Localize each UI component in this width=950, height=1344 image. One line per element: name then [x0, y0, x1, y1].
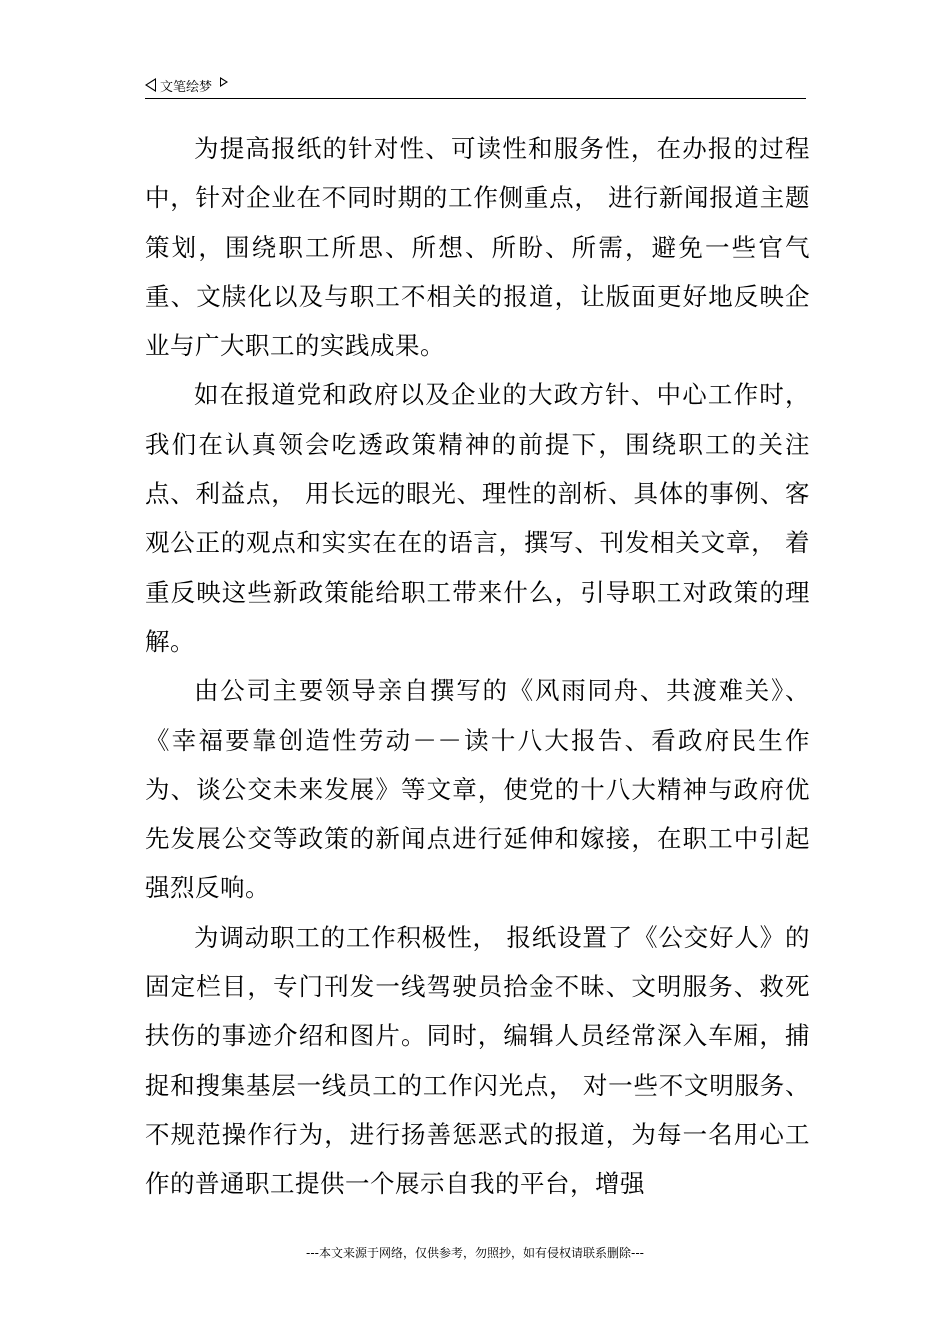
left-triangle-icon [145, 78, 156, 92]
paragraph-3: 由公司主要领导亲自撰写的《风雨同舟、共渡难关》、《幸福要靠创造性劳动－－读十八大报告、看政府民生作为、谈公交未来发展》等文章，使党的十八大精神与政府优先发展公交等政策的新闻点进行延伸和嫁接，在职工中引起强烈反响。 [145, 676, 810, 903]
page-header [145, 74, 806, 99]
paragraph-4: 为调动职工的工作积极性， 报纸设置了《公交好人》的固定栏目，专门刊发一线驾驶员拾金不昧、文明服务、救死扶伤的事迹介绍和图片。同时，编辑人员经常深入车厢，捕捉和搜集基层一线员工的工作闪光点， 对一些不文明服务、不规范操作行为，进行扬善惩恶式的报道，为每一名用心工作的普通职工提供一个展示自我的平台，增强 [145, 922, 810, 1199]
header-title: 文笔绘梦 [160, 79, 213, 95]
header-title-group [145, 74, 228, 96]
paragraph-1: 为提高报纸的针对性、可读性和服务性，在办报的过程中，针对企业在不同时期的工作侧重点， 进行新闻报道主题策划，围绕职工所思、所想、所盼、所需，避免一些官气重、文牍化以及与职工不相关的报道，让版面更好地反映企业与广大职工的实践成果。 [145, 134, 810, 361]
document-body [145, 124, 810, 1209]
page-footer: ---本文来源于网络，仅供参考，勿照抄，如有侵权请联系删除--- [306, 1246, 644, 1260]
paragraph-2: 如在报道党和政府以及企业的大政方针、中心工作时，我们在认真领会吃透政策精神的前提下，围绕职工的关注点、利益点， 用长远的眼光、理性的剖析、具体的事例、客观公正的观点和实实在在的语言，撰写、刊发相关文章， 着重反映这些新政策能给职工带来什么，引导职工对政策的理解。 [145, 380, 810, 656]
right-triangle-icon [220, 77, 228, 87]
